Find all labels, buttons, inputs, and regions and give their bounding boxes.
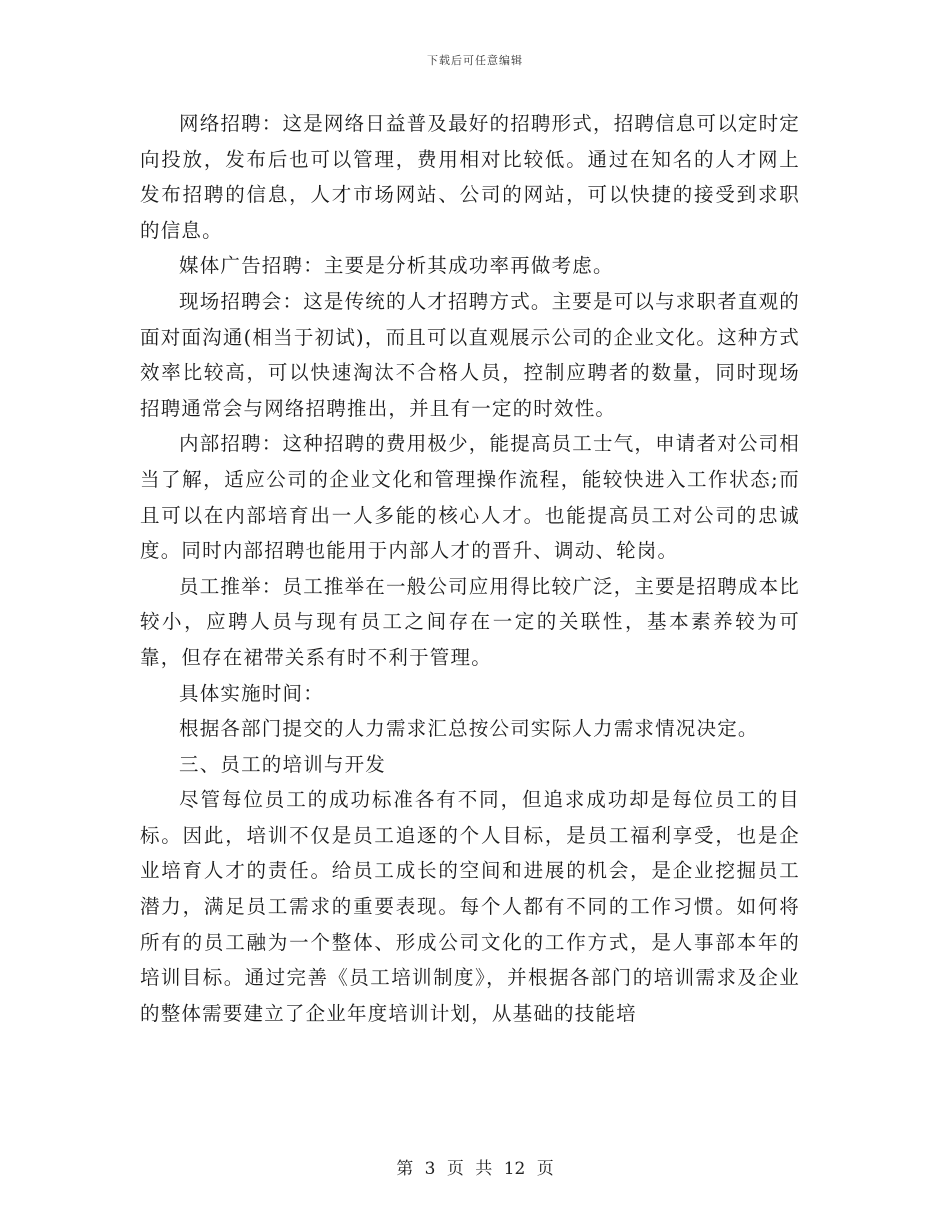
paragraph-implementation-time: 根据各部门提交的人力需求汇总按公司实际人力需求情况决定。 xyxy=(179,717,759,741)
paragraph-online-recruitment: 网络招聘：这是网络日益普及最好的招聘形式，招聘信息可以定时定向投放，发布后也可以管理，费用相对比较低。通过在知名的人才网上发布招聘的信息，人才市场网站、公司的网站，可以快捷的接受到求职的信息。 xyxy=(140,112,801,242)
paragraph-job-fair: 现场招聘会：这是传统的人才招聘方式。主要是可以与求职者直观的面对面沟通(相当于初试)，而且可以直观展示公司的企业文化。这种方式效率比较高，可以快速淘汰不合格人员，控制应聘者的数量，同时现场招聘通常会与网络招聘推出，并且有一定的时效性。 xyxy=(140,289,801,420)
page-header: 下载后可任意编辑 xyxy=(427,54,523,67)
paragraph-training: 尽管每位员工的成功标准各有不同，但追求成功却是每位员工的目标。因此，培训不仅是员工追逐的个人目标，是员工福利享受，也是企业培育人才的责任。给员工成长的空间和进展的机会，是企业挖掘员工潜力，满足员工需求的重要表现。每个人都有不同的工作习惯。如何将所有的员工融为一个整体、形成公司文化的工作方式，是人事部本年的培训目标。通过完善《员工培训制度》，并根据各部门的培训需求及企业的整体需要建立了企业年度培训计划，从基础的技能培 xyxy=(140,788,800,1025)
paragraph-media-ad-recruitment: 媒体广告招聘：主要是分析其成功率再做考虑。 xyxy=(179,254,614,278)
paragraph-employee-referral: 员工推举：员工推举在一般公司应用得比较广泛，主要是招聘成本比较小，应聘人员与现有员工之间存在一定的关联性，基本素养较为可靠，但存在裙带关系有时不利于管理。 xyxy=(140,574,801,669)
paragraph-implementation-time-label: 具体实施时间： xyxy=(179,681,324,705)
section-heading-training: 三、员工的培训与开发 xyxy=(179,752,387,776)
page-number: 第 3 页 共 12 页 xyxy=(396,1159,554,1179)
document-body xyxy=(140,106,800,1031)
paragraph-internal-recruitment: 内部招聘：这种招聘的费用极少，能提高员工士气，申请者对公司相当了解，适应公司的企业文化和管理操作流程，能较快进入工作状态;而且可以在内部培育出一人多能的核心人才。也能提高员工对公司的忠诚度。同时内部招聘也能用于内部人才的晋升、调动、轮岗。 xyxy=(140,432,801,563)
